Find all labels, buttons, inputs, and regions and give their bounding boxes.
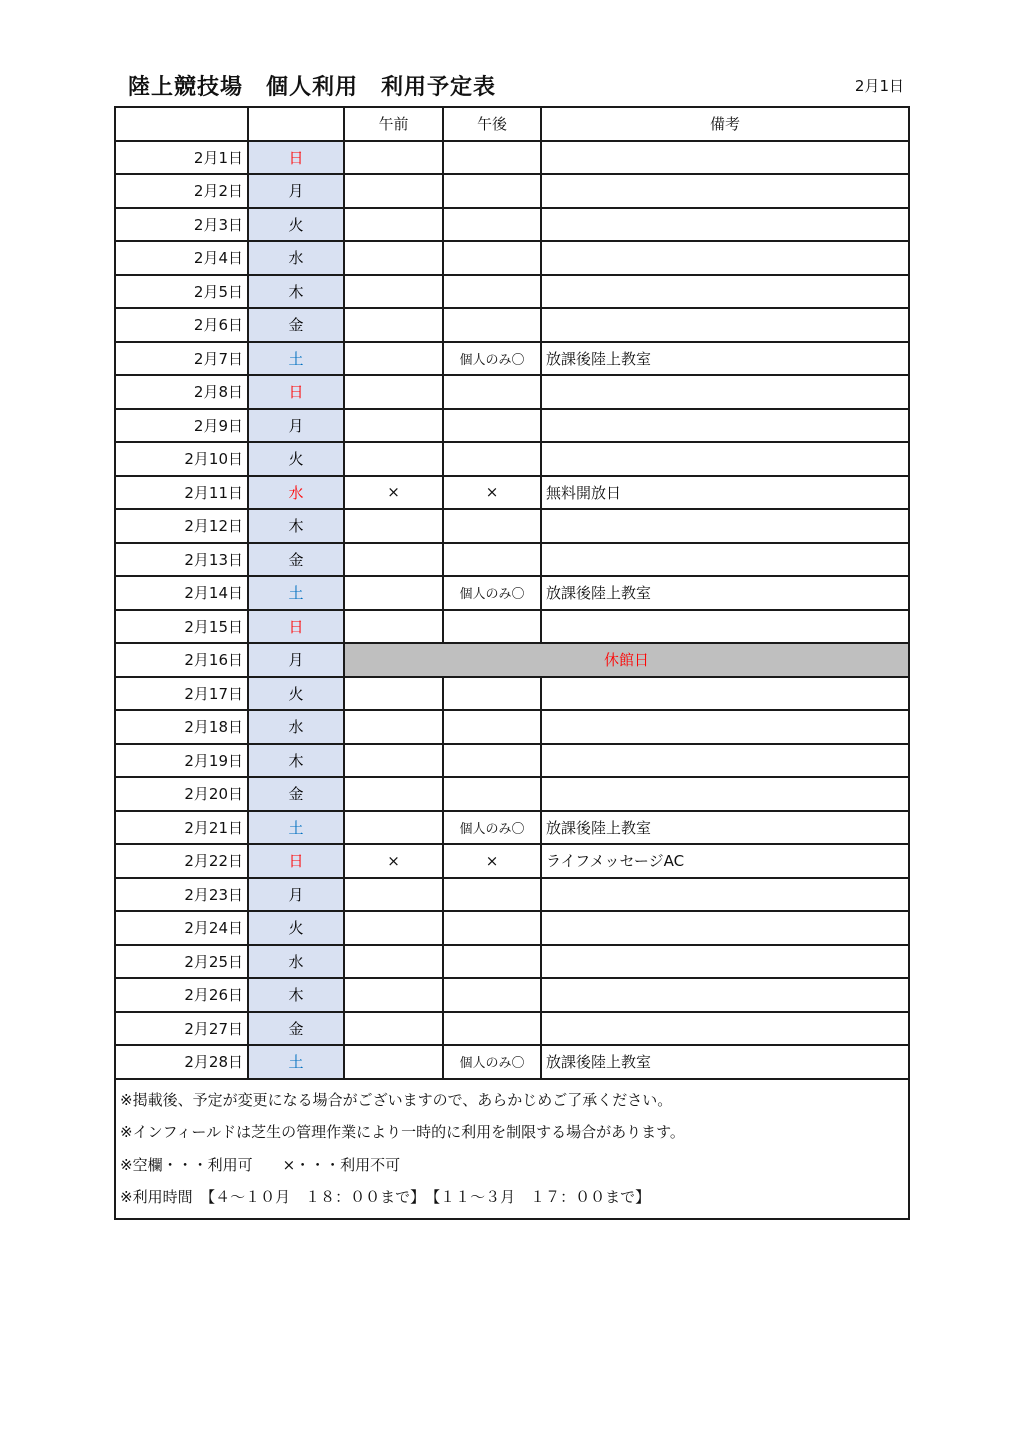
date-cell: 2月18日	[115, 710, 248, 744]
morning-cell	[344, 543, 443, 577]
weekday-cell: 火	[248, 208, 344, 242]
table-row	[115, 811, 909, 845]
weekday-cell: 火	[248, 677, 344, 711]
date-cell: 2月21日	[115, 811, 248, 845]
afternoon-cell	[443, 141, 541, 175]
morning-cell	[344, 409, 443, 443]
weekday-cell: 水	[248, 945, 344, 979]
page-title: 陸上競技場 個人利用 利用予定表	[128, 75, 497, 100]
afternoon-cell	[443, 610, 541, 644]
date-cell: 2月24日	[115, 911, 248, 945]
remarks-cell	[541, 509, 909, 543]
column-header-afternoon: 午後	[443, 107, 541, 141]
date-cell: 2月1日	[115, 141, 248, 175]
afternoon-cell	[443, 911, 541, 945]
morning-cell	[344, 174, 443, 208]
remarks-cell: 放課後陸上教室	[541, 342, 909, 376]
weekday-cell: 土	[248, 576, 344, 610]
date-cell: 2月11日	[115, 476, 248, 510]
table-row	[115, 308, 909, 342]
column-header-date	[115, 107, 248, 141]
table-row	[115, 342, 909, 376]
weekday-cell: 木	[248, 509, 344, 543]
morning-cell	[344, 878, 443, 912]
date-cell: 2月25日	[115, 945, 248, 979]
remarks-cell	[541, 174, 909, 208]
table-row	[115, 509, 909, 543]
morning-cell	[344, 677, 443, 711]
issue-date: 2月1日	[854, 77, 904, 95]
remarks-cell: 放課後陸上教室	[541, 1045, 909, 1079]
remarks-cell	[541, 409, 909, 443]
table-row	[115, 710, 909, 744]
remarks-cell: 放課後陸上教室	[541, 811, 909, 845]
weekday-cell: 金	[248, 777, 344, 811]
date-cell: 2月9日	[115, 409, 248, 443]
afternoon-cell	[443, 677, 541, 711]
weekday-cell: 水	[248, 476, 344, 510]
remarks-cell: 放課後陸上教室	[541, 576, 909, 610]
remarks-cell	[541, 610, 909, 644]
afternoon-cell: ×	[443, 844, 541, 878]
note-line: ※掲載後、予定が変更になる場合がございますので、あらかじめご了承ください。	[120, 1090, 673, 1109]
date-cell: 2月3日	[115, 208, 248, 242]
morning-cell	[344, 509, 443, 543]
weekday-cell: 土	[248, 811, 344, 845]
table-row	[115, 911, 909, 945]
remarks-cell	[541, 744, 909, 778]
table-row	[115, 777, 909, 811]
morning-cell	[344, 308, 443, 342]
note-line: ※利用時間 【４～１０月 １８：００まで】 【１１～３月 １７：００まで】	[120, 1188, 651, 1206]
remarks-cell	[541, 208, 909, 242]
morning-cell	[344, 1045, 443, 1079]
afternoon-cell	[443, 777, 541, 811]
weekday-cell: 金	[248, 1012, 344, 1046]
afternoon-cell	[443, 174, 541, 208]
weekday-cell: 月	[248, 174, 344, 208]
morning-cell: ×	[344, 476, 443, 510]
remarks-cell	[541, 777, 909, 811]
morning-cell	[344, 275, 443, 309]
afternoon-cell	[443, 1012, 541, 1046]
afternoon-cell	[443, 275, 541, 309]
weekday-cell: 月	[248, 878, 344, 912]
weekday-cell: 日	[248, 141, 344, 175]
table-header-row	[115, 107, 909, 141]
table-row	[115, 677, 909, 711]
table-row	[115, 174, 909, 208]
date-cell: 2月26日	[115, 978, 248, 1012]
remarks-cell	[541, 308, 909, 342]
morning-cell	[344, 342, 443, 376]
weekday-cell: 水	[248, 241, 344, 275]
afternoon-cell	[443, 878, 541, 912]
morning-cell: ×	[344, 844, 443, 878]
afternoon-cell	[443, 442, 541, 476]
note-line: ※空欄・・・利用可 ×・・・利用不可	[120, 1155, 401, 1174]
afternoon-cell: 個人のみ〇	[443, 576, 541, 610]
morning-cell	[344, 978, 443, 1012]
date-cell: 2月7日	[115, 342, 248, 376]
date-cell: 2月27日	[115, 1012, 248, 1046]
date-cell: 2月20日	[115, 777, 248, 811]
morning-cell	[344, 1012, 443, 1046]
table-row	[115, 610, 909, 644]
morning-cell	[344, 208, 443, 242]
table-row	[115, 141, 909, 175]
closed-day-cell: 休館日	[344, 643, 909, 677]
morning-cell	[344, 811, 443, 845]
date-cell: 2月2日	[115, 174, 248, 208]
afternoon-cell	[443, 409, 541, 443]
afternoon-cell: 個人のみ〇	[443, 1045, 541, 1079]
afternoon-cell	[443, 375, 541, 409]
column-header-morning: 午前	[344, 107, 443, 141]
schedule-body	[115, 141, 909, 1079]
morning-cell	[344, 945, 443, 979]
column-header-remarks: 備考	[541, 107, 909, 141]
table-row	[115, 643, 909, 677]
remarks-cell	[541, 543, 909, 577]
afternoon-cell	[443, 744, 541, 778]
remarks-cell	[541, 442, 909, 476]
remarks-cell	[541, 141, 909, 175]
afternoon-cell: ×	[443, 476, 541, 510]
notes-cell	[115, 1079, 909, 1219]
table-row	[115, 878, 909, 912]
remarks-cell	[541, 945, 909, 979]
table-row	[115, 208, 909, 242]
notes-row	[115, 1079, 909, 1219]
remarks-cell	[541, 275, 909, 309]
date-cell: 2月12日	[115, 509, 248, 543]
date-cell: 2月16日	[115, 643, 248, 677]
note-line: ※インフィールドは芝生の管理作業により一時的に利用を制限する場合があります。	[120, 1123, 685, 1141]
remarks-cell	[541, 677, 909, 711]
afternoon-cell	[443, 978, 541, 1012]
table-row	[115, 1045, 909, 1079]
weekday-cell: 木	[248, 978, 344, 1012]
weekday-cell: 日	[248, 610, 344, 644]
date-cell: 2月4日	[115, 241, 248, 275]
afternoon-cell	[443, 543, 541, 577]
morning-cell	[344, 375, 443, 409]
weekday-cell: 土	[248, 1045, 344, 1079]
table-row	[115, 409, 909, 443]
table-row	[115, 1012, 909, 1046]
remarks-cell: 無料開放日	[541, 476, 909, 510]
afternoon-cell: 個人のみ〇	[443, 811, 541, 845]
afternoon-cell	[443, 710, 541, 744]
table-row	[115, 476, 909, 510]
remarks-cell	[541, 911, 909, 945]
table-row	[115, 442, 909, 476]
afternoon-cell	[443, 509, 541, 543]
remarks-cell	[541, 241, 909, 275]
weekday-cell: 日	[248, 844, 344, 878]
date-cell: 2月8日	[115, 375, 248, 409]
weekday-cell: 日	[248, 375, 344, 409]
date-cell: 2月15日	[115, 610, 248, 644]
date-cell: 2月23日	[115, 878, 248, 912]
afternoon-cell	[443, 208, 541, 242]
weekday-cell: 水	[248, 710, 344, 744]
weekday-cell: 月	[248, 643, 344, 677]
table-row	[115, 576, 909, 610]
table-row	[115, 844, 909, 878]
weekday-cell: 月	[248, 409, 344, 443]
date-cell: 2月14日	[115, 576, 248, 610]
morning-cell	[344, 241, 443, 275]
morning-cell	[344, 744, 443, 778]
morning-cell	[344, 576, 443, 610]
remarks-cell	[541, 1012, 909, 1046]
weekday-cell: 金	[248, 308, 344, 342]
morning-cell	[344, 610, 443, 644]
remarks-cell	[541, 710, 909, 744]
table-row	[115, 978, 909, 1012]
table-row	[115, 241, 909, 275]
weekday-cell: 火	[248, 911, 344, 945]
remarks-cell	[541, 375, 909, 409]
morning-cell	[344, 442, 443, 476]
date-cell: 2月6日	[115, 308, 248, 342]
table-row	[115, 275, 909, 309]
afternoon-cell	[443, 241, 541, 275]
remarks-cell	[541, 878, 909, 912]
morning-cell	[344, 710, 443, 744]
weekday-cell: 木	[248, 275, 344, 309]
date-cell: 2月22日	[115, 844, 248, 878]
table-row	[115, 945, 909, 979]
table-row	[115, 744, 909, 778]
remarks-cell: ライフメッセージAC	[541, 844, 909, 878]
table-row	[115, 375, 909, 409]
table-row	[115, 543, 909, 577]
weekday-cell: 土	[248, 342, 344, 376]
date-cell: 2月28日	[115, 1045, 248, 1079]
date-cell: 2月5日	[115, 275, 248, 309]
afternoon-cell	[443, 945, 541, 979]
afternoon-cell: 個人のみ〇	[443, 342, 541, 376]
date-cell: 2月10日	[115, 442, 248, 476]
weekday-cell: 木	[248, 744, 344, 778]
remarks-cell	[541, 978, 909, 1012]
date-cell: 2月19日	[115, 744, 248, 778]
morning-cell	[344, 777, 443, 811]
morning-cell	[344, 141, 443, 175]
column-header-day	[248, 107, 344, 141]
weekday-cell: 火	[248, 442, 344, 476]
date-cell: 2月17日	[115, 677, 248, 711]
morning-cell	[344, 911, 443, 945]
date-cell: 2月13日	[115, 543, 248, 577]
schedule-table	[114, 106, 910, 1220]
afternoon-cell	[443, 308, 541, 342]
weekday-cell: 金	[248, 543, 344, 577]
